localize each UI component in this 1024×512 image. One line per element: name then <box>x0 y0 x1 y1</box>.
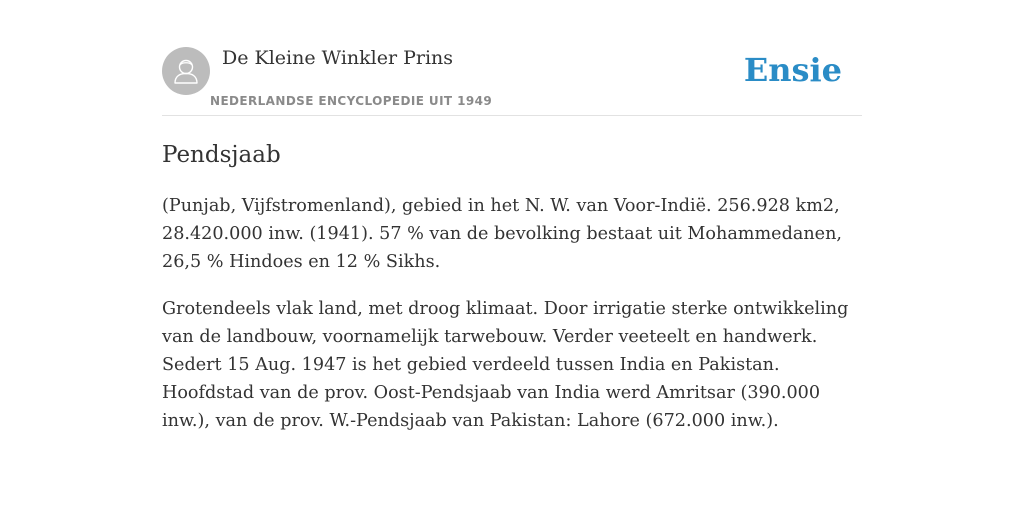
book-subtitle: NEDERLANDSE ENCYCLOPEDIE UIT 1949 <box>210 94 493 108</box>
avatar[interactable] <box>162 47 210 95</box>
header <box>162 46 862 116</box>
book-title[interactable]: De Kleine Winkler Prins <box>222 47 454 69</box>
entry-paragraph: (Punjab, Vijfstromenland), gebied in het N. W. van Voor-Indië. 256.928 km2, 28.420.000 inw. (1941). 57 % van de bevolking bestaat uit Mohammedanen, 26,5 % Hindoes en 12 % Sikhs. <box>162 196 843 272</box>
entry-title: Pendsjaab <box>162 142 281 168</box>
person-icon <box>162 47 210 95</box>
entry-body <box>162 192 868 454</box>
header-divider <box>162 115 862 116</box>
brand-logo[interactable]: Ensie <box>743 51 842 89</box>
entry-paragraph: Grotendeels vlak land, met droog klimaat. Door irrigatie sterke ontwikkeling van de landbouw, voornamelijk tarwebouw. Verder veeteelt en handwerk. Sedert 15 Aug. 1947 is het gebied verdeeld tussen India en Pakistan. Hoofdstad van de prov. Oost-Pendsjaab van India werd Amritsar (390.000 inw.), van de prov. W.-Pendsjaab van Pakistan: Lahore (672.000 inw.). <box>162 299 849 431</box>
